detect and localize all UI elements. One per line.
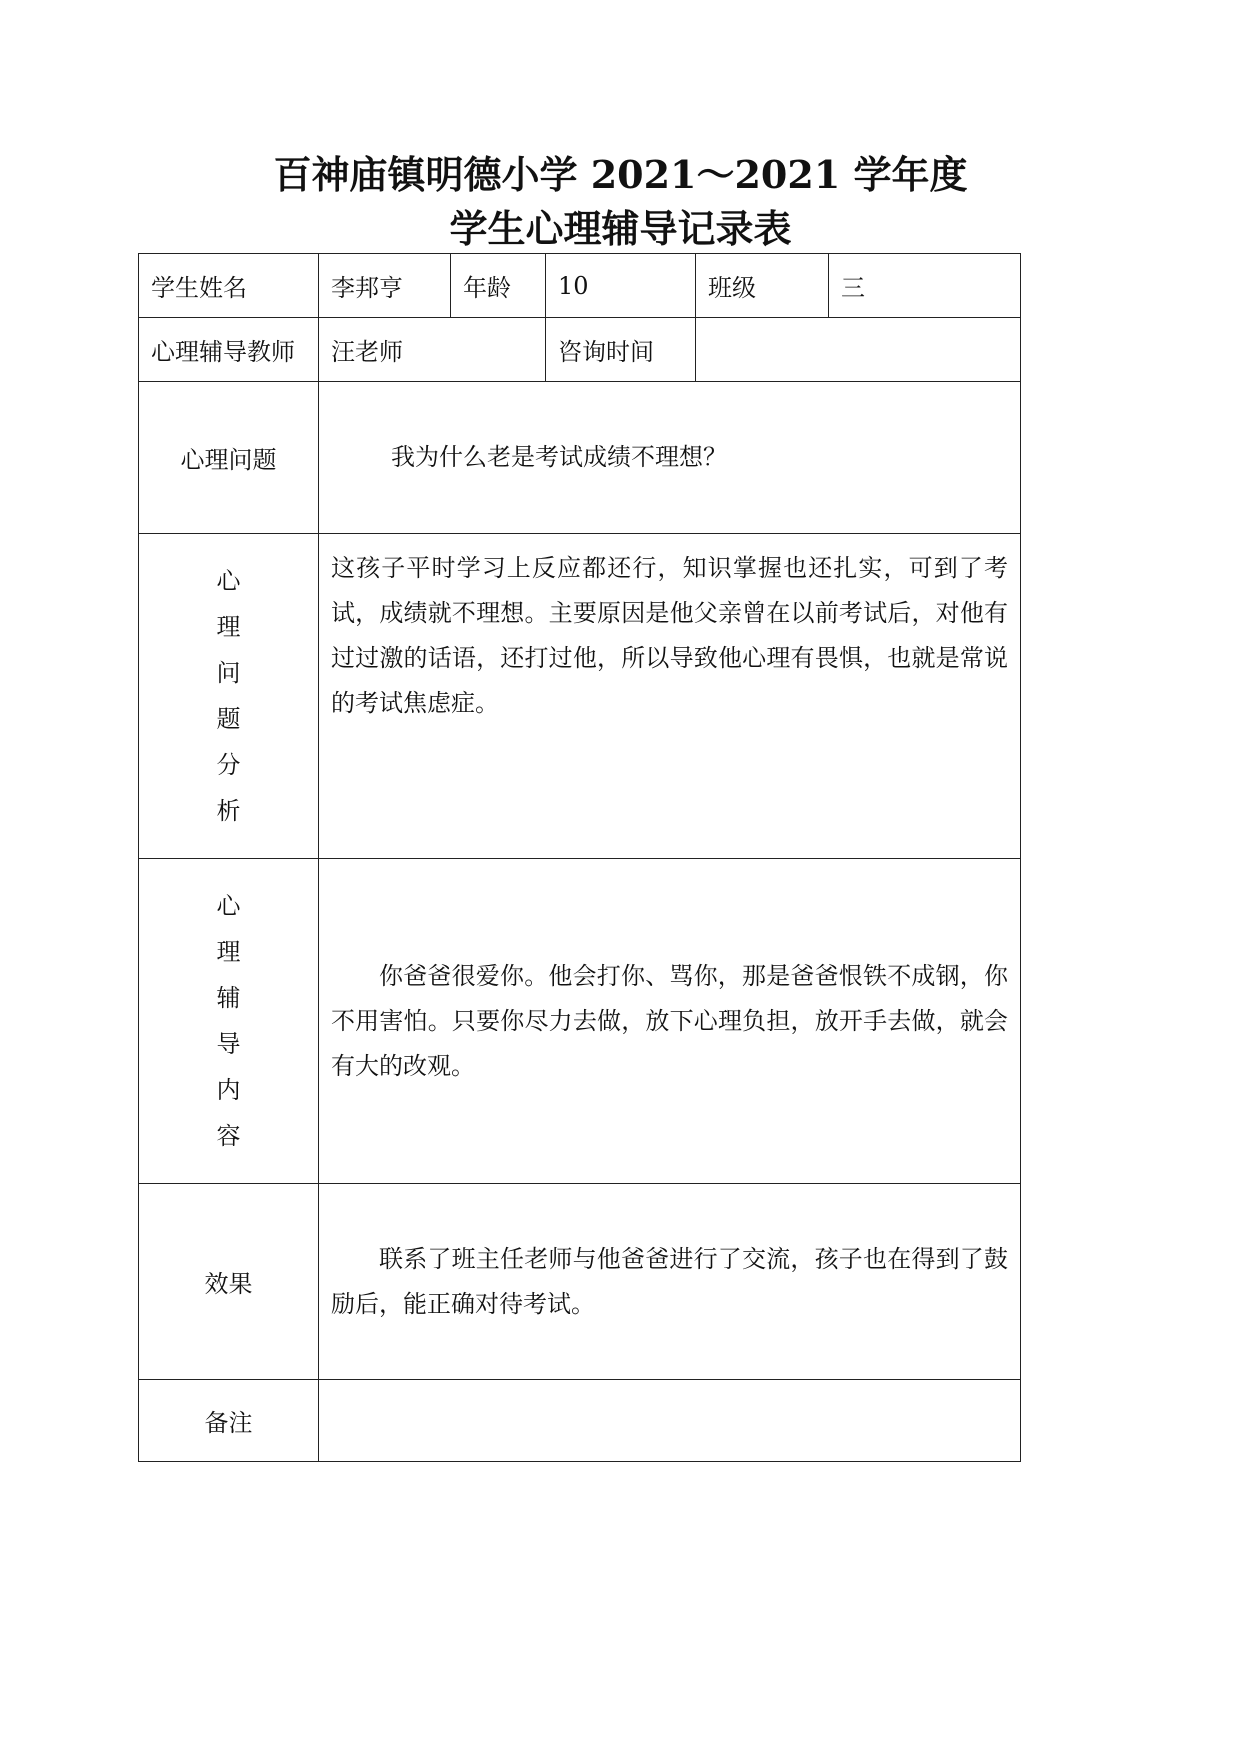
analysis-label <box>139 534 319 859</box>
class-label: 班级 <box>696 254 829 318</box>
content-label-char: 容 <box>216 1122 241 1150</box>
student-name-label: 学生姓名 <box>139 254 319 318</box>
teacher-value[interactable]: 汪老师 <box>319 318 546 382</box>
table-row <box>139 382 1021 534</box>
remarks-label: 备注 <box>139 1380 319 1462</box>
analysis-label-char: 理 <box>216 613 241 641</box>
effect-text[interactable]: 联系了班主任老师与他爸爸进行了交流，孩子也在得到了鼓励后，能正确对待考试。 <box>319 1184 1021 1380</box>
table-row <box>139 254 1021 318</box>
remarks-value[interactable] <box>319 1380 1021 1462</box>
analysis-label-char: 心 <box>216 567 241 595</box>
analysis-label-char: 析 <box>216 797 241 825</box>
page-subtitle: 学生心理辅导记录表 <box>449 206 792 251</box>
problem-text[interactable] <box>319 382 1021 534</box>
consult-time-label: 咨询时间 <box>546 318 696 382</box>
analysis-label-char: 分 <box>216 751 241 779</box>
age-value[interactable]: 10 <box>546 254 696 318</box>
content-label-char: 导 <box>216 1030 241 1058</box>
content-label-char: 心 <box>216 892 241 920</box>
analysis-label-char: 问 <box>216 659 241 687</box>
table-row <box>139 1184 1021 1380</box>
analysis-label-char: 题 <box>216 705 241 733</box>
consult-time-value[interactable] <box>696 318 1021 382</box>
table-row <box>139 1380 1021 1462</box>
class-value[interactable]: 三 <box>829 254 1021 318</box>
content-label-char: 内 <box>216 1076 241 1104</box>
table-row <box>139 318 1021 382</box>
problem-label: 心理问题 <box>139 382 319 534</box>
table-row <box>139 534 1021 859</box>
student-name-value[interactable]: 李邦亨 <box>319 254 451 318</box>
record-table <box>138 253 1021 1462</box>
age-label: 年龄 <box>451 254 546 318</box>
page-title: 百神庙镇明德小学 2021～2021 学年度 <box>273 152 968 197</box>
content-label <box>139 859 319 1184</box>
table-row <box>139 859 1021 1184</box>
problem-text-content: 我为什么老是考试成绩不理想？ <box>391 443 727 471</box>
analysis-text[interactable]: 这孩子平时学习上反应都还行，知识掌握也还扎实，可到了考试，成绩就不理想。主要原因是他父亲曾在以前考试后，对他有过过激的话语，还打过他，所以导致他心理有畏惧，也就是常说的考试焦虑症。 <box>319 534 1021 859</box>
teacher-label: 心理辅导教师 <box>139 318 319 382</box>
effect-label: 效果 <box>139 1184 319 1380</box>
content-text[interactable]: 你爸爸很爱你。他会打你、骂你，那是爸爸恨铁不成钢，你不用害怕。只要你尽力去做，放下心理负担，放开手去做，就会有大的改观。 <box>319 859 1021 1184</box>
content-label-char: 辅 <box>216 984 241 1012</box>
content-label-char: 理 <box>216 938 241 966</box>
